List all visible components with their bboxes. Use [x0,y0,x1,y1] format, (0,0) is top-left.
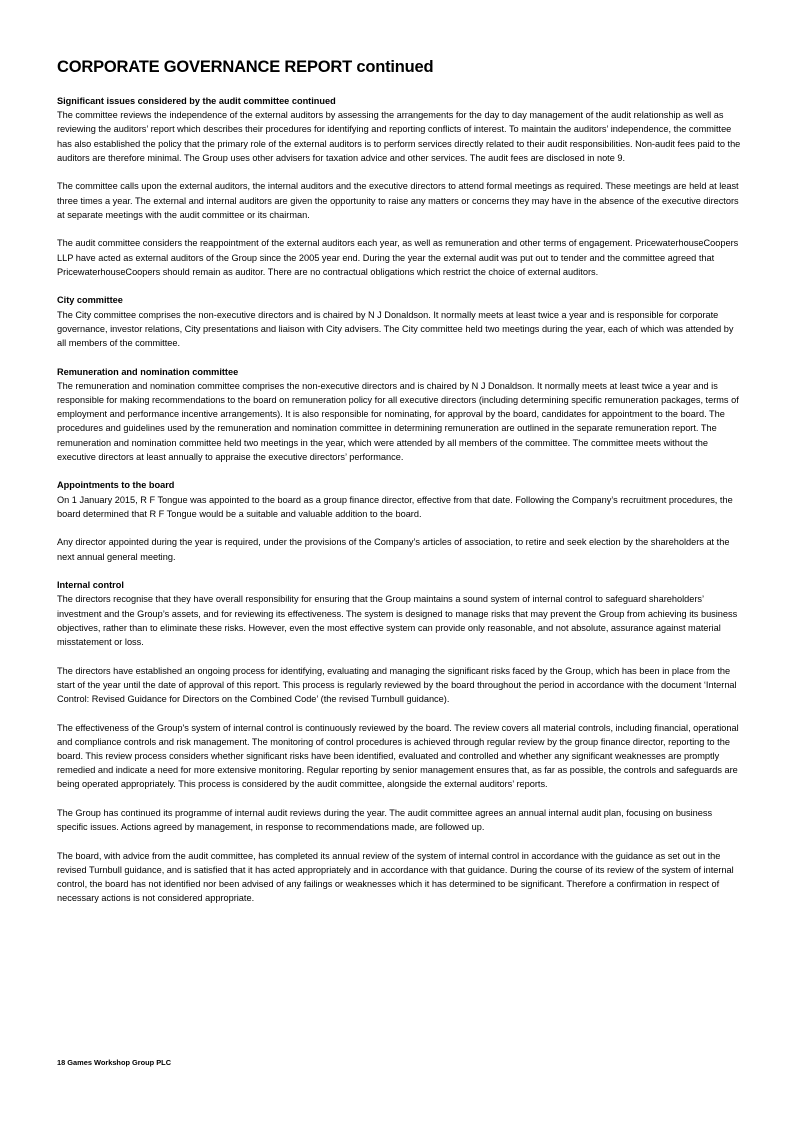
paragraph: The committee reviews the independence of the external auditors by assessing the arrangements for the day to day management of the audit relationship as well as reviewing the auditors’ report which describes their procedures for identifying and reporting conflicts of interest. To maintain the auditors’ independence, the committee has also established the policy that the primary role of the external auditors is to perform services directly related to their audit responsibilities. Non-audit fees paid to the auditors are therefore minimal. The Group uses other advisers for taxation advice and other services. The audit fees are disclosed in note 9. [57,110,741,163]
paragraph: The committee calls upon the external auditors, the internal auditors and the executive directors to attend formal meetings as required. These meetings are held at least three times a year. The external and internal auditors are given the opportunity to raise any matters or concerns they may have in the absence of the executive directors at separate meetings with the audit committee or its chairman. [57,181,739,220]
section-audit-committee [57,94,743,279]
paragraph: The City committee comprises the non-executive directors and is chaired by N J Donaldson. It normally meets at least twice a year and is responsible for corporate governance, investor relations, City presentations and liaison with City advisers. The City committee held two meetings during the year, each of which was attended by all members of the committee. [57,309,734,349]
document-page [57,58,743,920]
section-remuneration-committee [57,365,743,464]
page-title: CORPORATE GOVERNANCE REPORT continued [57,58,434,76]
section-heading: City committee [57,295,123,306]
page-footer: 18 Games Workshop Group PLC [57,1058,172,1067]
paragraph: On 1 January 2015, R F Tongue was appointed to the board as a group finance director, effective from that date. Following the Company’s recruitment procedures, the board determined that R F Tongue would be a suitable and valuable addition to the board. [57,494,733,519]
section-city-committee [57,293,743,350]
section-internal-control [57,578,743,905]
paragraph: Any director appointed during the year is required, under the provisions of the Company’s articles of association, to retire and seek election by the shareholders at the next annual general meeting. [57,537,730,562]
section-heading: Significant issues considered by the audit committee continued [57,96,336,106]
section-heading: Remuneration and nomination committee [57,366,239,377]
section-appointments [57,478,743,563]
paragraph: The remuneration and nomination committee comprises the non-executive directors and is chaired by N J Donaldson. It normally meets at least twice a year and is responsible for making recommendations to the board on remuneration policy for all executive directors (including determining specific remuneration packages, terms of employment and performance incentive arrangements). It is also responsible for nominating, for approval by the board, candidates for appointment to the board. The procedures and guidelines used by the remuneration and nomination committee in determining remuneration are outlined in the separate remuneration report. The remuneration and nomination committee held two meetings in the year, which were attended by all members of the committee. The committee meets without the executive directors at least annually to appraise the executive directors’ performance. [57,380,739,462]
paragraph: The effectiveness of the Group's system of internal control is continuously reviewed by the board. The review covers all material controls, including financial, operational and compliance controls and risk management. The monitoring of control procedures is achieved through regular review by the group finance director, reporting to the board. This review process considers whether significant risks have been identified, evaluated and controlled and whether any significant weaknesses are promptly remedied and indicate a need for more extensive monitoring. Regular reporting by senior management ensures that, as far as possible, the controls and safeguards are being operated appropriately. This process is considered by the audit committee, alongside the external auditors’ reports. [57,722,739,790]
paragraph: The directors have established an ongoing process for identifying, evaluating and managing the significant risks faced by the Group, which has been in place from the start of the year until the date of approval of this report. This process is regularly reviewed by the board throughout the period in accordance with the document ‘Internal Control: Revised Guidance for Directors on the Combined Code’ (the revised Turnbull guidance). [57,665,737,705]
paragraph: The Group has continued its programme of internal audit reviews during the year. The audit committee agrees an annual internal audit plan, focusing on business specific issues. Actions agreed by management, in response to recommendations made, are followed up. [57,808,713,833]
section-heading: Internal control [57,580,124,591]
paragraph: The directors recognise that they have overall responsibility for ensuring that the Group maintains a sound system of internal control to safeguard shareholders’ investment and the Group’s assets, and for reviewing its effectiveness. The system is designed to manage risks that may prevent the Group from achieving its business objectives, rather than to eliminate these risks. However, even the most effective system can provide only reasonable, and not absolute, assurance against material misstatement or loss. [57,594,738,648]
paragraph: The board, with advice from the audit committee, has completed its annual review of the system of internal control in accordance with the guidance as set out in the revised Turnbull guidance, and is satisfied that it has acted appropriately and in accordance with that guidance. During the course of its review of the system of internal control, the board has not identified nor been advised of any failings or weaknesses which it has determined to be significant. Therefore a confirmation in respect of necessary actions is not considered appropriate. [57,850,734,904]
paragraph: The audit committee considers the reappointment of the external auditors each year, as well as remuneration and other terms of engagement. PricewaterhouseCoopers LLP have acted as external auditors of the Group since the 2005 year end. During the year the external audit was put out to tender and the committee agreed that PricewaterhouseCoopers should remain as auditor. There are no contractual obligations which restrict the choice of external auditors. [57,238,739,277]
section-heading: Appointments to the board [57,480,175,491]
